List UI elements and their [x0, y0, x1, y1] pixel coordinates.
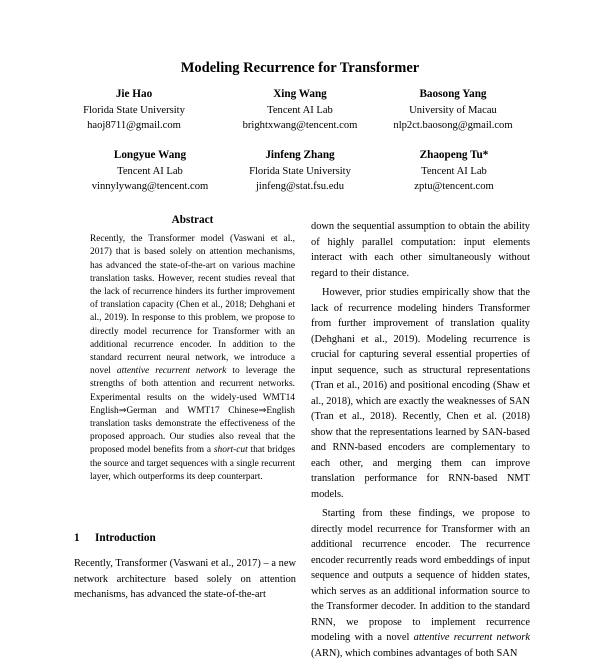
body-emphasis: attentive recurrent network	[413, 632, 530, 643]
body-paragraph: down the sequential assumption to obtain the ability of highly parallel computation: input elements interact with each other simultaneously without regard to their distance.	[311, 221, 530, 279]
author-email: haoj8711@gmail.com	[87, 120, 181, 131]
author-name: Jinfeng Zhang	[265, 149, 335, 161]
author-email: vinnylywang@tencent.com	[91, 181, 209, 192]
author-email: zptu@tencent.com	[414, 181, 494, 192]
author-name: Zhaopeng Tu*	[419, 149, 489, 161]
author-affiliation: Tencent AI Lab	[267, 104, 333, 116]
right-column	[311, 219, 530, 661]
paper-title: Modeling Recurrence for Transformer	[180, 60, 420, 76]
author-name: Jie Hao	[115, 88, 153, 100]
author-affiliation: Tencent AI Lab	[421, 165, 487, 177]
abstract-text: that bridges the source and target sequences with a single recurrent layer, which outperforms its deep counterpart.	[90, 445, 296, 482]
body-text: (ARN), which combines advantages of both SAN	[311, 647, 518, 659]
author-name: Xing Wang	[273, 88, 327, 100]
section-number: 1	[74, 532, 80, 544]
abstract-body	[90, 233, 295, 484]
abstract-text: Recently, the Transformer model (Vaswani et al., 2017) that is based solely on attention mechanisms, has advanced the state-of-the-art on various machine translation tasks. However, recent studies reveal that the lack of recurrence hinders its further improvement of translation capacity (Chen et al., 2018; Dehghani et al., 2019). In response to this problem, we propose to directly model recurrence for Transformer with an additional recurrence encoder. In addition to the standard recurrent neural network, we introduce a novel	[90, 234, 295, 377]
section-heading	[74, 532, 156, 544]
body-paragraph	[311, 506, 530, 661]
author-affiliation: Florida State University	[83, 104, 185, 116]
body-text: Starting from these findings, we propose to directly model recurrence for Transformer with an additional recurrence encoder. The recurrence encoder recurrently reads word embeddings of input sequence and outputs a sequence of hidden states, which serves as an additional information source to the Transformer decoder. In addition to the standard RNN, we propose to implement recurrence modeling with a novel	[311, 508, 530, 643]
abstract-emphasis: attentive recurrent network	[116, 366, 227, 377]
author-name: Baosong Yang	[419, 88, 487, 100]
section-title: Introduction	[95, 532, 156, 544]
author-affiliation: Florida State University	[249, 165, 351, 177]
author-block	[353, 87, 553, 134]
author-affiliation: University of Macau	[409, 104, 497, 116]
body-paragraph: However, prior studies empirically show that the lack of recurrence modeling hinders Transformer from further improvement of translation quality (Dehghani et al., 2019). Modeling recurrence is crucial for capturing several essential properties of input sequence, such as structural representations (Tran et al., 2016) and positional encoding (Shaw et al., 2018), which are exactly the weaknesses of SAN (Tran et al., 2018). Recently, Chen et al. (2018) show that the representations learned by SAN-based and RNN-based encoders are complementary to each other, and merging them can improve translation performance for RNN-based NMT models.	[311, 287, 530, 500]
author-name: Longyue Wang	[113, 149, 187, 161]
author-email: brightxwang@tencent.com	[242, 120, 358, 131]
abstract-emphasis: short-cut	[213, 445, 248, 456]
intro-paragraph: Recently, Transformer (Vaswani et al., 2017) – a new network architecture based solely on attention mechanisms, has advanced the state-of-the-art	[74, 558, 296, 600]
author-email: nlp2ct.baosong@gmail.com	[393, 120, 513, 131]
author-email: jinfeng@stat.fsu.edu	[255, 181, 344, 192]
author-affiliation: Tencent AI Lab	[117, 165, 183, 177]
abstract	[90, 214, 295, 484]
abstract-text: to leverage the strengths of both attention and recurrent networks. Experimental results on the widely-used WMT14 English⇒German and WMT17 Chinese⇒English translation tasks demonstrate the effectiveness of the proposed approach. Our studies also reveal that the proposed model benefits from a	[90, 366, 295, 456]
author-block	[354, 148, 554, 195]
abstract-heading: Abstract	[171, 214, 214, 226]
